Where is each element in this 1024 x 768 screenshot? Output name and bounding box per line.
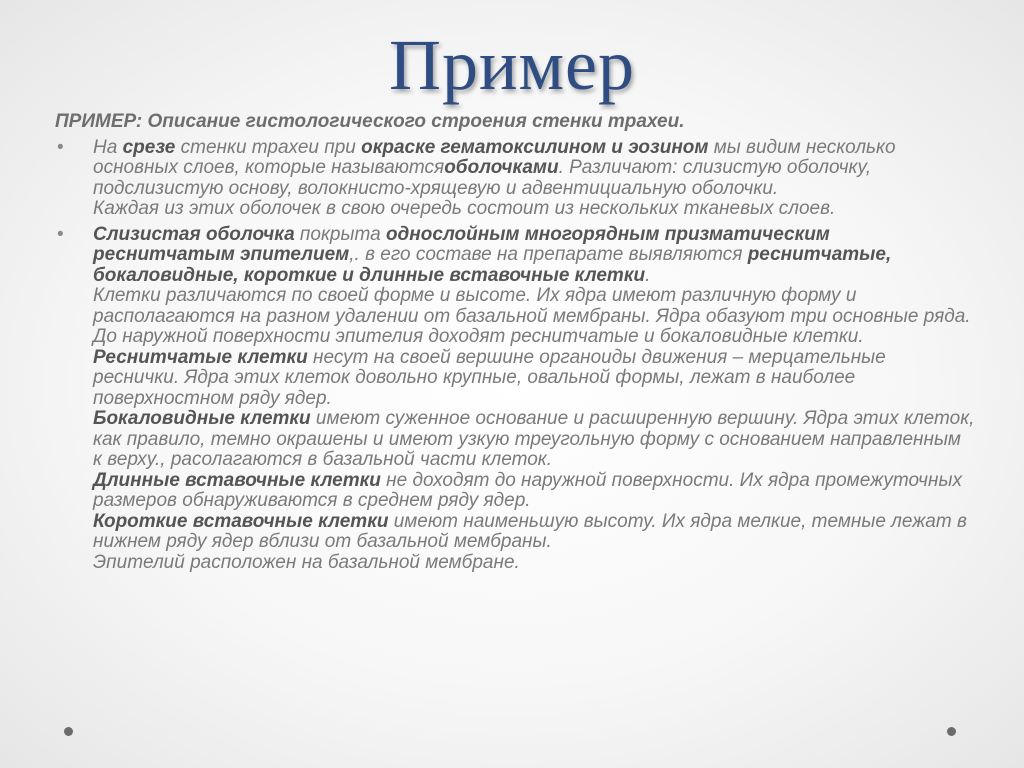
bullet-dot-icon: • (57, 223, 64, 245)
text-run: имеют наименьшую высоту. Их ядра мелкие, темные лежат в нижнем ряду ядер вблизи от базальной мембраны. (93, 510, 967, 552)
text-run: покрыта (294, 223, 386, 245)
bullet-1-text (93, 138, 975, 200)
cells-differ-paragraph: Клетки различаются по своей форме и высоте. Их ядра имеют различную форму и располагаются на разном удалении от базальной мембраны. Ядра обазуют три основные ряда. (93, 285, 971, 327)
goblet-cells-paragraph (93, 409, 975, 471)
epithelium-paragraph: Эпителий расположен на базальной мембране. (93, 551, 520, 573)
text-run: ,. в его составе на препарате выявляются (349, 244, 748, 265)
bullet-dot-icon: • (57, 136, 64, 158)
text-run: . Различают: слизистую оболочку, подслизистую основу, волокнисто-хрящевую и адвентициальную оболочки. (93, 157, 872, 199)
text-run: не доходят до наружной поверхности. Их ядра промежуточных размеров обнаруживаются в среднем ряду ядер. (93, 469, 962, 511)
bullet-2 (55, 225, 975, 574)
bold-run: однослойным многорядным призматическим реснитчатым эпителием (93, 223, 830, 265)
text-run: мы видим несколько основных слоев, которые называются (93, 136, 896, 178)
intro-text: ПРИМЕР: Описание гистологического строения стенки трахеи. (55, 111, 685, 132)
bold-run: срезе (122, 136, 176, 158)
bold-run: Короткие вставочные клетки (93, 510, 389, 532)
corner-dot-left-icon (64, 727, 73, 736)
bullet-2-text (93, 225, 975, 287)
text-run: имеют суженное основание и расширенную вершину. Ядра этих клеток, как правило, темно окрашены и имеют узкую треугольную форму с основанием направленным к верху., расолагаются в базальной части клеток. (93, 408, 975, 470)
bullet-1 (55, 138, 975, 220)
text-run: стенки трахеи при (175, 136, 362, 158)
slide-content (55, 112, 975, 578)
bold-run: реснитчатые, бокаловидные, короткие и длинные вставочные клетки (93, 244, 892, 286)
text-run: На (93, 136, 123, 158)
ciliated-cells-paragraph (93, 348, 975, 410)
corner-dot-right-icon (947, 727, 956, 736)
bold-run: Длинные вставочные клетки (93, 469, 381, 491)
slide-title: Пример (388, 25, 636, 105)
bold-run: окраске гематоксилином и эозином (361, 136, 709, 158)
long-intercalated-cells-paragraph (93, 471, 975, 512)
bold-run: Слизистая оболочка (93, 223, 295, 245)
text-run: . (645, 264, 651, 286)
text-run: несут на своей вершине органоиды движения – мерцательные реснички. Ядра этих клеток довольно крупные, овальной формы, лежат в наиболее поверхностном ряду ядер. (93, 346, 886, 409)
surface-cells-paragraph: До наружной поверхности эпителия доходят реснитчатые и бокаловидные клетки. (93, 326, 864, 347)
bullet-1-note: Каждая из этих оболочек в свою очередь состоит из нескольких тканевых слоев. (93, 198, 836, 219)
bold-run: Бокаловидные клетки (93, 408, 311, 429)
bold-run: Реснитчатые клетки (93, 346, 308, 368)
bold-run: оболочками (444, 157, 559, 178)
short-intercalated-cells-paragraph (93, 512, 975, 553)
